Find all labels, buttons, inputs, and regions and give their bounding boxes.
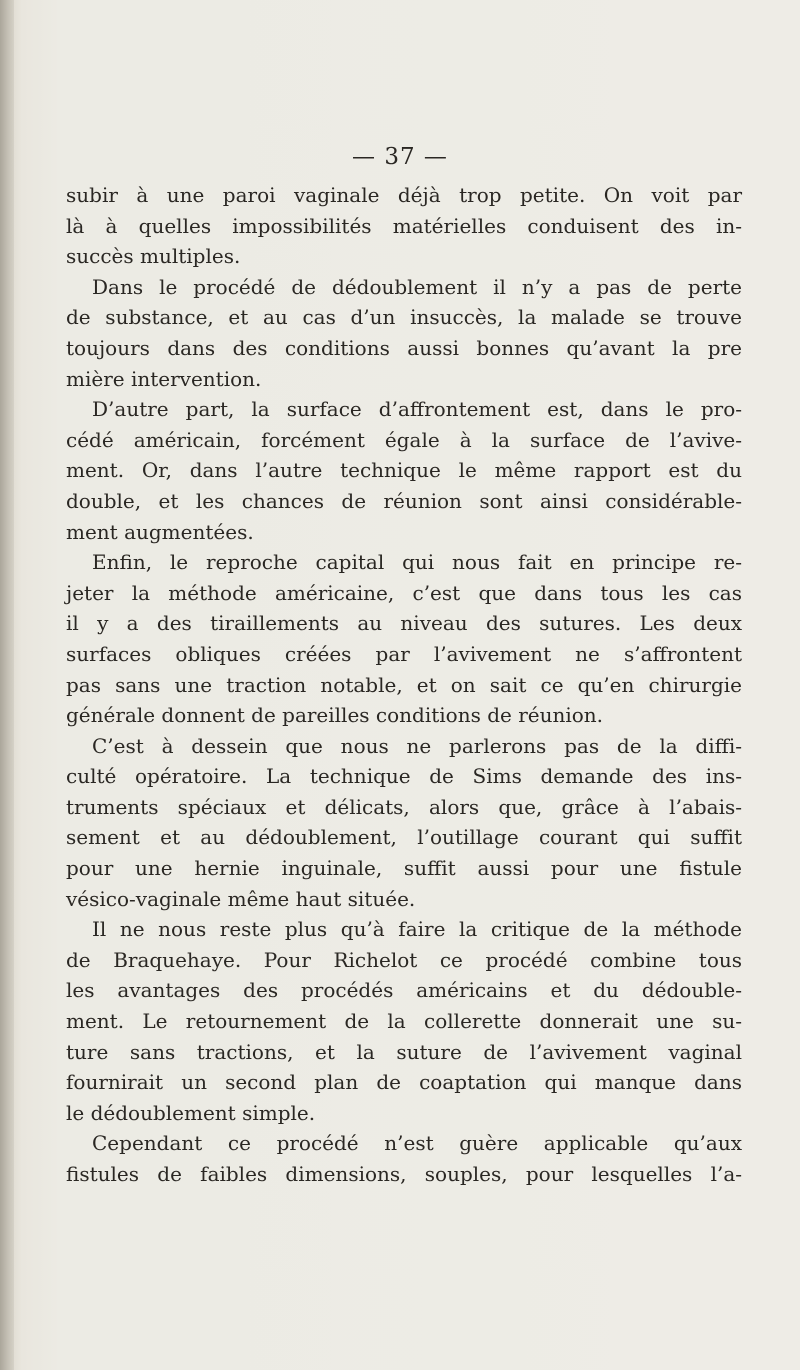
- paragraph: [66, 180, 742, 272]
- text-line: double, et les chances de réunion sont ainsi considérable-: [66, 488, 742, 513]
- text-line: Cependant ce procédé n’est guère applicable qu’aux: [92, 1131, 742, 1156]
- text-line: subir à une paroi vaginale déjà trop petite. On voit par: [66, 183, 742, 207]
- text-line: fournirait un second plan de coaptation qui manque dans: [66, 1070, 742, 1095]
- paragraph: [66, 731, 742, 915]
- text-line: Dans le procédé de dédoublement il n’y a pas de perte: [92, 274, 742, 299]
- text-line: vésico-vaginale même haut située.: [66, 886, 416, 911]
- text-line: toujours dans des conditions aussi bonnes qu’avant la pre: [66, 335, 742, 360]
- paragraph: [66, 394, 742, 547]
- binding-shadow: [0, 0, 14, 1370]
- text-line: succès multiples.: [66, 244, 241, 269]
- text-line: Il ne nous reste plus qu’à faire la critique de la méthode: [92, 917, 742, 942]
- text-line: truments spéciaux et délicats, alors que, grâce à l’abais-: [66, 794, 742, 819]
- text-line: C’est à dessein que nous ne parlerons pas de la diffi-: [92, 733, 742, 758]
- text-line: les avantages des procédés américains et du dédouble-: [66, 978, 742, 1003]
- text-line: fistules de faibles dimensions, souples, pour lesquelles l’a-: [66, 1162, 742, 1186]
- text-line: pas sans une traction notable, et on sait ce qu’en chirurgie: [66, 672, 742, 697]
- text-line: le dédoublement simple.: [66, 1100, 316, 1125]
- text-line: mière intervention.: [66, 366, 262, 391]
- text-line: ture sans tractions, et la suture de l’avivement vaginal: [66, 1039, 742, 1064]
- paragraph: [66, 272, 742, 394]
- text-line: jeter la méthode américaine, c’est que dans tous les cas: [66, 580, 742, 605]
- text-line: ment augmentées.: [66, 519, 254, 544]
- text-line: là à quelles impossibilités matérielles conduisent des in-: [66, 213, 742, 238]
- paragraph: [66, 547, 742, 731]
- text-line: ment. Or, dans l’autre technique le même rapport est du: [66, 458, 742, 483]
- text-line: de substance, et au cas d’un insuccès, la malade se trouve: [66, 305, 742, 330]
- paragraph: [66, 1128, 742, 1189]
- text-line: D’autre part, la surface d’affrontement est, dans le pro-: [92, 397, 742, 422]
- text-line: il y a des tiraillements au niveau des sutures. Les deux: [66, 611, 742, 636]
- text-line: surfaces obliques créées par l’avivement ne s’affrontent: [66, 641, 742, 666]
- text-line: ment. Le retournement de la collerette donnerait une su-: [66, 1009, 742, 1034]
- text-line: sement et au dédoublement, l’outillage courant qui suffit: [66, 825, 742, 850]
- body-text: [66, 180, 742, 1190]
- text-line: culté opératoire. La technique de Sims demande des ins-: [66, 764, 742, 789]
- text-line: pour une hernie inguinale, suffit aussi pour une fistule: [66, 856, 742, 881]
- paragraph: [66, 914, 742, 1128]
- page-number: — 37 —: [352, 144, 448, 170]
- text-line: Enfin, le reproche capital qui nous fait en principe re-: [92, 550, 742, 575]
- text-line: cédé américain, forcément égale à la surface de l’avive-: [66, 427, 742, 452]
- text-line: générale donnent de pareilles conditions de réunion.: [66, 703, 604, 728]
- text-line: de Braquehaye. Pour Richelot ce procédé combine tous: [66, 947, 742, 972]
